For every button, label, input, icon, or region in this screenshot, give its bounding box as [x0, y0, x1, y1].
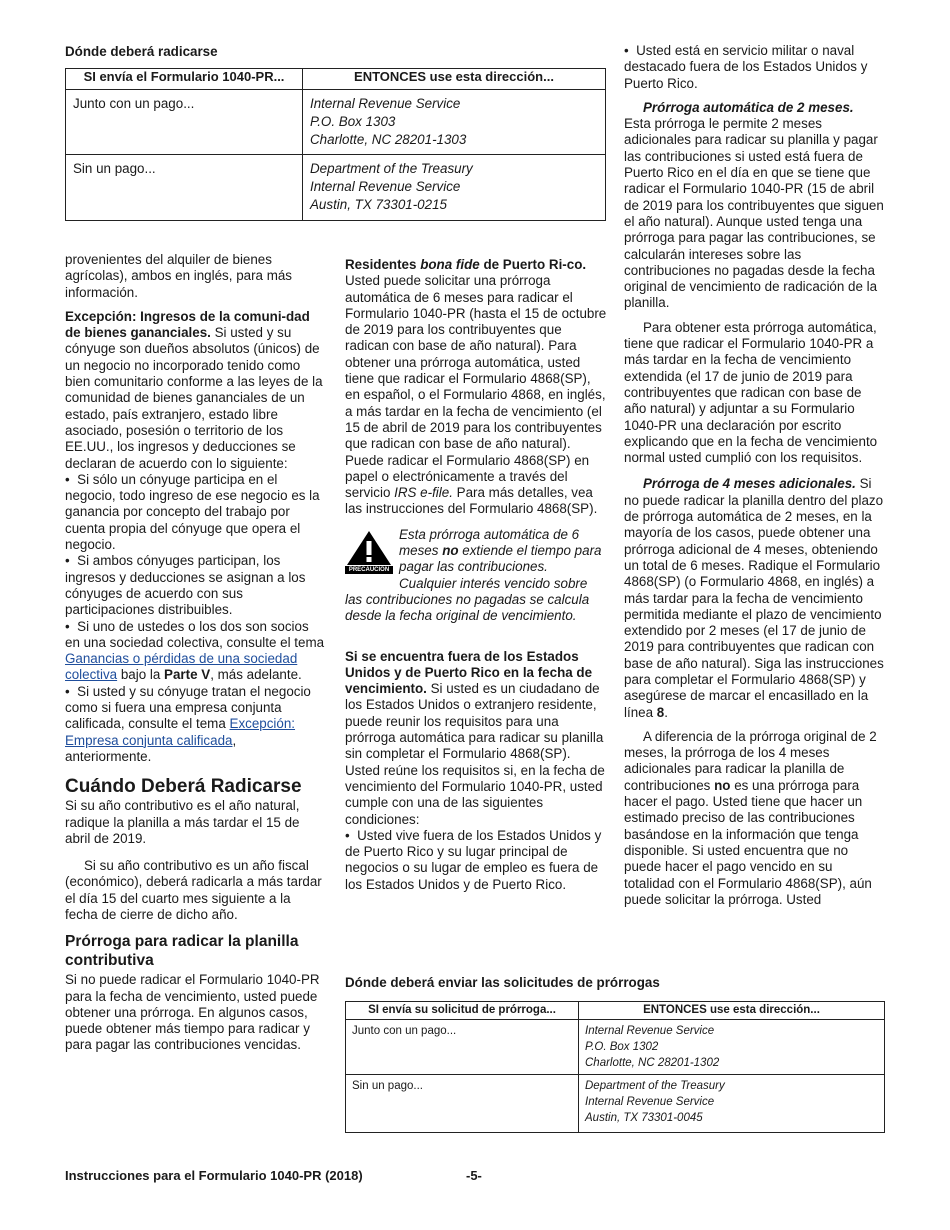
paragraph: provenientes del alquiler de bienes agrícolas), ambos en inglés, para más información.	[65, 252, 293, 300]
paragraph: Si su año contributivo es un año fiscal (económico), deberá radicarla a más tardar el día 15 del cuarto mes siguiente a la fecha de cierre de dicho año.	[65, 858, 322, 922]
exception-title: Excepción: Ingresos de la comuni-dad de bienes gananciales.	[65, 308, 310, 341]
four-month-bold: 8	[656, 704, 665, 720]
bullet-text: Si usted y su cónyuge tratan el negocio como si fuera una empresa conjunta calificada, consulte el tema	[65, 683, 311, 732]
residents-title: Residentes	[345, 257, 417, 272]
bullet-item: • Si uno de ustedes o los dos son socios en una sociedad colectiva, consulte el tema Ganancias o pérdidas de una sociedad colectiva bajo la Parte V, más adelante.	[65, 618, 325, 683]
partnership-link[interactable]: Ganancias o pérdidas de una sociedad colectiva	[65, 651, 298, 683]
bullet-text: Usted vive fuera de los Estados Unidos y de Puerto Rico y su lugar principal de negocios o su lugar de empleo es fuera de los Estados Unidos y de Puerto Rico.	[345, 827, 602, 892]
four-month-body: Si no puede radicar la planilla dentro del plazo de prórroga automática de 2 meses, en la mayoría de los casos, puede obtener una prórroga adicional de 4 meses, obteniendo un total de 6 meses. Radique el Formulario 4868(SP) (o Formulario 4868, en inglés) a más tardar para la fecha de vencimiento permitida mediante el plazo de vencimiento extendido por 2 meses (el 17 de junio de 2019 para contribuyentes que radican con base de año natural). Siga las instrucciones para completar el Formulario 4868(SP) y asegúrese de marcar el encasillado en la línea	[624, 476, 884, 720]
exception-paragraph	[65, 309, 325, 472]
table-row	[346, 1020, 885, 1075]
exception-body: Si usted y su cónyuge son dueños absolutos (únicos) de un negocio no incorporado tenido como bien comunitario conforme a las leyes de la comunidad de bienes gananciales de un estado, país extranjero, estado libre asociado, posesión o territorio de los EE.UU., los ingresos y deducciones se declaran de acuerdo con lo siguiente:	[65, 325, 323, 471]
paragraph: Si su año contributivo es el año natural, radique la planilla a más tardar el 15 de abril de 2019.	[65, 798, 300, 846]
two-month-title: Prórroga automática de 2 meses.	[643, 99, 854, 115]
row-address	[579, 1075, 885, 1133]
bullet-bold: Parte V	[164, 667, 211, 683]
section-heading-prorroga: Prórroga para radicar la planilla contributiva	[65, 933, 299, 970]
two-month-paragraph	[624, 100, 884, 312]
four-month-body: .	[664, 704, 668, 720]
paragraph	[624, 729, 884, 908]
caution-text-part: extiende el tiempo para pagar las contribuciones. Cualquier interés vencido sobre las contribuciones no pagadas se calcula desde la fecha original de vencimiento.	[345, 543, 602, 624]
bullet-item: • Usted vive fuera de los Estados Unidos y de Puerto Rico y su lugar principal de negocios o su lugar de empleo es fuera de los Estados Unidos y de Puerto Rico.	[345, 827, 602, 892]
bottom-table-heading: Dónde deberá enviar las solicitudes de prórrogas	[345, 975, 660, 990]
residents-body-italic: IRS e-file.	[394, 485, 453, 501]
two-month-body: Esta prórroga le permite 2 meses adicionales para radicar su planilla y pagar las contribuciones si usted está fuera de Puerto Rico en el día en que se tiene que radicar el Formulario 1040-PR (15 de abril de 2019 para los contribuyentes que siguen el año natural). Aunque usted tenga una prórroga para pagar las contribuciones, se calcularán intereses sobre las contribuciones no pagadas desde la fecha original de vencimiento de radicación de la planilla.	[624, 116, 884, 311]
residents-body: Para más detalles, vea las instrucciones del Formulario 4868(SP).	[345, 485, 598, 517]
top-table-heading: Dónde deberá radicarse	[65, 44, 218, 59]
top-address-table	[65, 68, 606, 221]
bullet-text: Si uno de ustedes o los dos son socios en una sociedad colectiva, consulte el tema	[65, 618, 325, 650]
top-table-col2-header: ENTONCES use esta dirección...	[303, 69, 606, 90]
residents-title-italic: bona fide	[420, 257, 480, 272]
table-row	[346, 1075, 885, 1133]
bullet-text: bajo la	[120, 667, 161, 683]
four-month-paragraph	[624, 476, 884, 720]
address-line: Austin, TX 73301-0215	[310, 197, 447, 213]
joint-venture-link[interactable]: Excepción: Empresa conjunta calificada	[65, 716, 296, 748]
row-condition: Sin un pago...	[346, 1075, 579, 1133]
table-row	[66, 155, 606, 221]
address-line: Department of the Treasury	[585, 1080, 725, 1093]
address-line: Internal Revenue Service	[310, 96, 461, 112]
bullet-text: Si ambos cónyuges participan, los ingresos y deducciones se asignan a los cónyuges de acuerdo con sus participaciones distribuibles.	[65, 553, 306, 618]
outside-title: Si se encuentra fuera de los Estados Unidos y de Puerto Rico en la fecha de vencimiento.	[345, 648, 593, 697]
row-address	[303, 155, 606, 221]
bullet-text: , anteriormente.	[65, 732, 237, 764]
outside-body: Si usted es un ciudadano de los Estados Unidos o extranjero residente, puede reunir los requisitos para una prórroga automática para radicar su planilla sin completar el Formulario 4868(SP). Usted reúne los requisitos si, en la fecha de vencimiento del Formulario 1040-PR, usted cumple con una de las siguientes condiciones:	[345, 681, 605, 827]
bullet-item: • Si usted y su cónyuge tratan el negocio como si fuera una empresa conjunta calificada, consulte el tema Excepción: Empresa conjunta calificada, anteriormente.	[65, 683, 311, 764]
column-3	[624, 43, 884, 908]
caution-icon	[345, 529, 393, 574]
address-line: P.O. Box 1302	[585, 1041, 659, 1054]
caution-label: PRECAUCIÓN	[348, 566, 390, 573]
paragraph-bold: no	[714, 777, 731, 793]
address-line: Austin, TX 73301-0045	[585, 1112, 703, 1125]
outside-paragraph	[345, 649, 607, 828]
address-line: Internal Revenue Service	[585, 1096, 715, 1109]
residents-body: Usted puede solicitar una prórroga automática de 6 meses para radicar el Formulario 1040-PR (hasta el 15 de octubre de 2019 para los contribuyentes que radican con base de año natural). Para obtener una prórroga automática, usted tiene que radicar el Formulario 4868(SP), en español, o el Formulario 4868, en inglés, a más tardar en la fecha de vencimiento (el 15 de abril de 2019 para los contribuyentes que radican con base de año natural). Puede radicar el Formulario 4868(SP) en papel o electrónicamente a través del servicio	[345, 273, 607, 501]
residents-paragraph	[345, 257, 607, 518]
caution-text-part: Esta prórroga automática de 6 meses	[399, 526, 580, 559]
residents-title: de Puerto Ri-co.	[483, 257, 587, 272]
bullet-item: • Si ambos cónyuges participan, los ingresos y deducciones se asignan a los cónyuges de acuerdo con sus participaciones distribuibles.	[65, 553, 306, 618]
column-1	[65, 252, 325, 1054]
bottom-address-section	[345, 975, 885, 1133]
address-line: P.O. Box 1303	[310, 114, 396, 130]
caution-bold: no	[442, 543, 459, 559]
bullet-item: • Si sólo un cónyuge participa en el negocio, todo ingreso de ese negocio es la ganancia por concepto del trabajo por cuenta propia del cónyuge que opera el negocio.	[65, 471, 320, 553]
address-line: Charlotte, NC 28201-1302	[585, 1057, 720, 1070]
bottom-table-col2-header: ENTONCES use esta dirección...	[579, 1002, 885, 1020]
row-address	[579, 1020, 885, 1075]
address-line: Internal Revenue Service	[310, 179, 461, 195]
column-2	[345, 257, 607, 893]
row-condition: Sin un pago...	[66, 155, 303, 221]
four-month-title: Prórroga de 4 meses adicionales.	[643, 476, 856, 492]
bullet-text: Si sólo un cónyuge participa en el negocio, todo ingreso de ese negocio es la ganancia por concepto del trabajo por cuenta propia del cónyuge que opera el negocio.	[65, 471, 320, 553]
table-row	[66, 90, 606, 155]
address-line: Charlotte, NC 28201-1303	[310, 132, 467, 148]
paragraph-part: es una prórroga para hacer el pago. Usted tiene que hacer un estimado preciso de las contribuciones basándose en la información que tenga disponible. Si usted encuentra que no puede hacer el pago vencido en su totalidad con el Formulario 4868(SP), aún puede solicitar la prórroga. Usted	[624, 777, 872, 907]
row-condition: Junto con un pago...	[66, 90, 303, 155]
top-address-section	[65, 44, 606, 221]
paragraph: Si no puede radicar el Formulario 1040-PR para la fecha de vencimiento, usted puede obtener una prórroga. En algunos casos, puede obtener más tiempo para radicar y para pagar las contribuciones vencidas.	[65, 972, 320, 1053]
row-condition: Junto con un pago...	[346, 1020, 579, 1075]
bottom-address-table	[345, 1001, 885, 1133]
bullet-item: • Usted está en servicio militar o naval destacado fuera de los Estados Unidos y Puerto Rico.	[624, 43, 868, 91]
page-number: -5-	[466, 1168, 482, 1183]
paragraph-part: A diferencia de la prórroga original de 2 meses, la prórroga de los 4 meses adicionales para radicar la planilla de contribuciones	[624, 728, 877, 793]
bullet-text: , más adelante.	[210, 667, 302, 683]
paragraph: Para obtener esta prórroga automática, tiene que radicar el Formulario 1040-PR a más tardar en la fecha de vencimiento extendida (el 17 de junio de 2019 para contribuyentes que radican con base de año natural) y adjuntar a su Formulario 1040-PR una declaración por escrito explicando que en la fecha de vencimiento normal usted cumplió con los requisitos.	[624, 319, 878, 466]
top-table-col1-header: SI envía el Formulario 1040-PR...	[66, 69, 303, 90]
section-heading-cuando: Cuándo Deberá Radicarse	[65, 776, 302, 798]
caution-note	[345, 527, 607, 625]
bullet-text: Usted está en servicio militar o naval destacado fuera de los Estados Unidos y Puerto Rico.	[624, 43, 868, 91]
bottom-table-col1-header: SI envía su solicitud de prórroga...	[346, 1002, 579, 1020]
row-address	[303, 90, 606, 155]
footer-title: Instrucciones para el Formulario 1040-PR (2018)	[65, 1168, 363, 1183]
address-line: Department of the Treasury	[310, 161, 473, 177]
address-line: Internal Revenue Service	[585, 1025, 715, 1038]
